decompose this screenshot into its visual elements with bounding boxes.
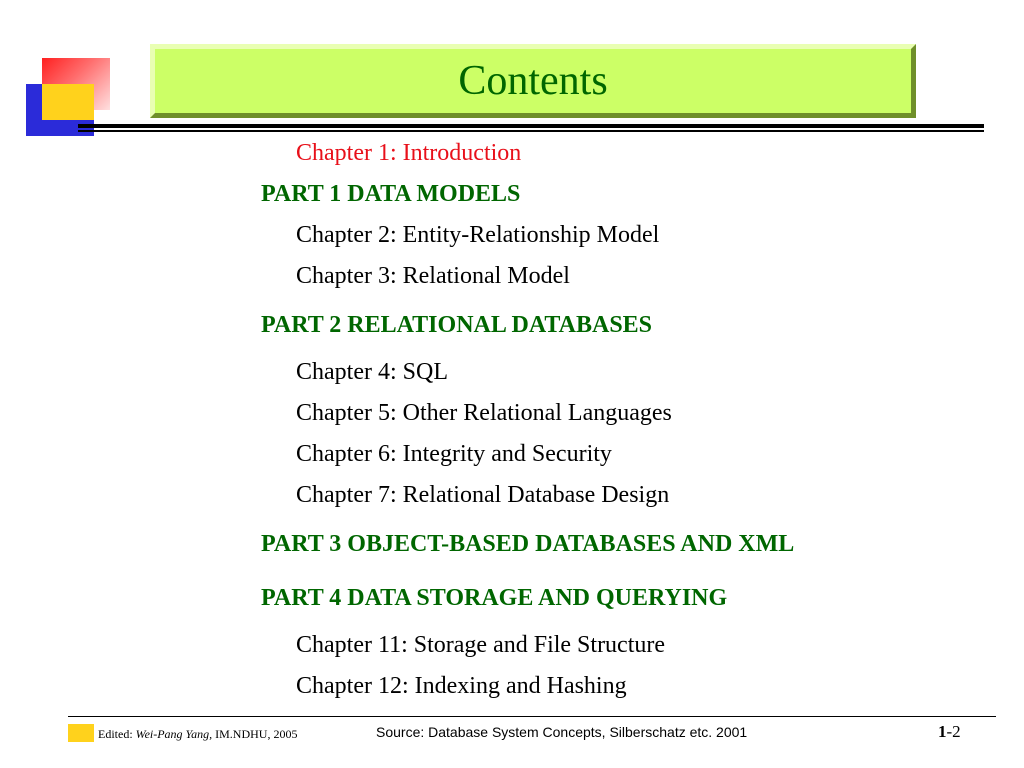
footer-rule: [68, 716, 996, 717]
page-title: Contents: [458, 58, 608, 104]
footer-affiliation: IM.NDHU, 2005: [215, 727, 298, 741]
list-item-chapter-2: Chapter 2: Entity-Relationship Model: [296, 222, 660, 248]
list-item-chapter-12: Chapter 12: Indexing and Hashing: [296, 673, 627, 699]
title-rule-thin: [78, 130, 984, 132]
decor-yellow-square: [42, 84, 94, 120]
list-item-chapter-11: Chapter 11: Storage and File Structure: [296, 632, 666, 658]
list-item-chapter-6: Chapter 6: Integrity and Security: [296, 441, 612, 467]
list-item-part-3: PART 3 OBJECT-BASED DATABASES AND XML: [261, 531, 795, 557]
footer-editor-name: Wei-Pang Yang,: [135, 727, 213, 741]
footer-yellow-square: [68, 724, 94, 742]
list-item-chapter-5: Chapter 5: Other Relational Languages: [296, 400, 672, 426]
list-item-part-1: PART 1 DATA MODELS: [261, 181, 521, 207]
title-rule-thick: [78, 124, 984, 128]
list-item-part-2: PART 2 RELATIONAL DATABASES: [261, 312, 653, 338]
page-chapter: 1: [938, 722, 947, 741]
footer-editor-credit: [98, 727, 297, 742]
footer-edited-label: Edited:: [98, 727, 133, 741]
list-item-chapter-1: Chapter 1: Introduction: [296, 140, 522, 166]
footer-source: Source: Database System Concepts, Silberschatz etc. 2001: [376, 724, 748, 740]
list-item-chapter-3: Chapter 3: Relational Model: [296, 263, 570, 289]
title-banner: [150, 44, 916, 118]
page-index: 2: [952, 722, 961, 741]
page-separator: -: [946, 722, 953, 741]
list-item-part-4: PART 4 DATA STORAGE AND QUERYING: [261, 585, 728, 611]
list-item-chapter-4: Chapter 4: SQL: [296, 359, 448, 385]
list-item-chapter-7: Chapter 7: Relational Database Design: [296, 482, 670, 508]
page-number: [938, 722, 961, 742]
